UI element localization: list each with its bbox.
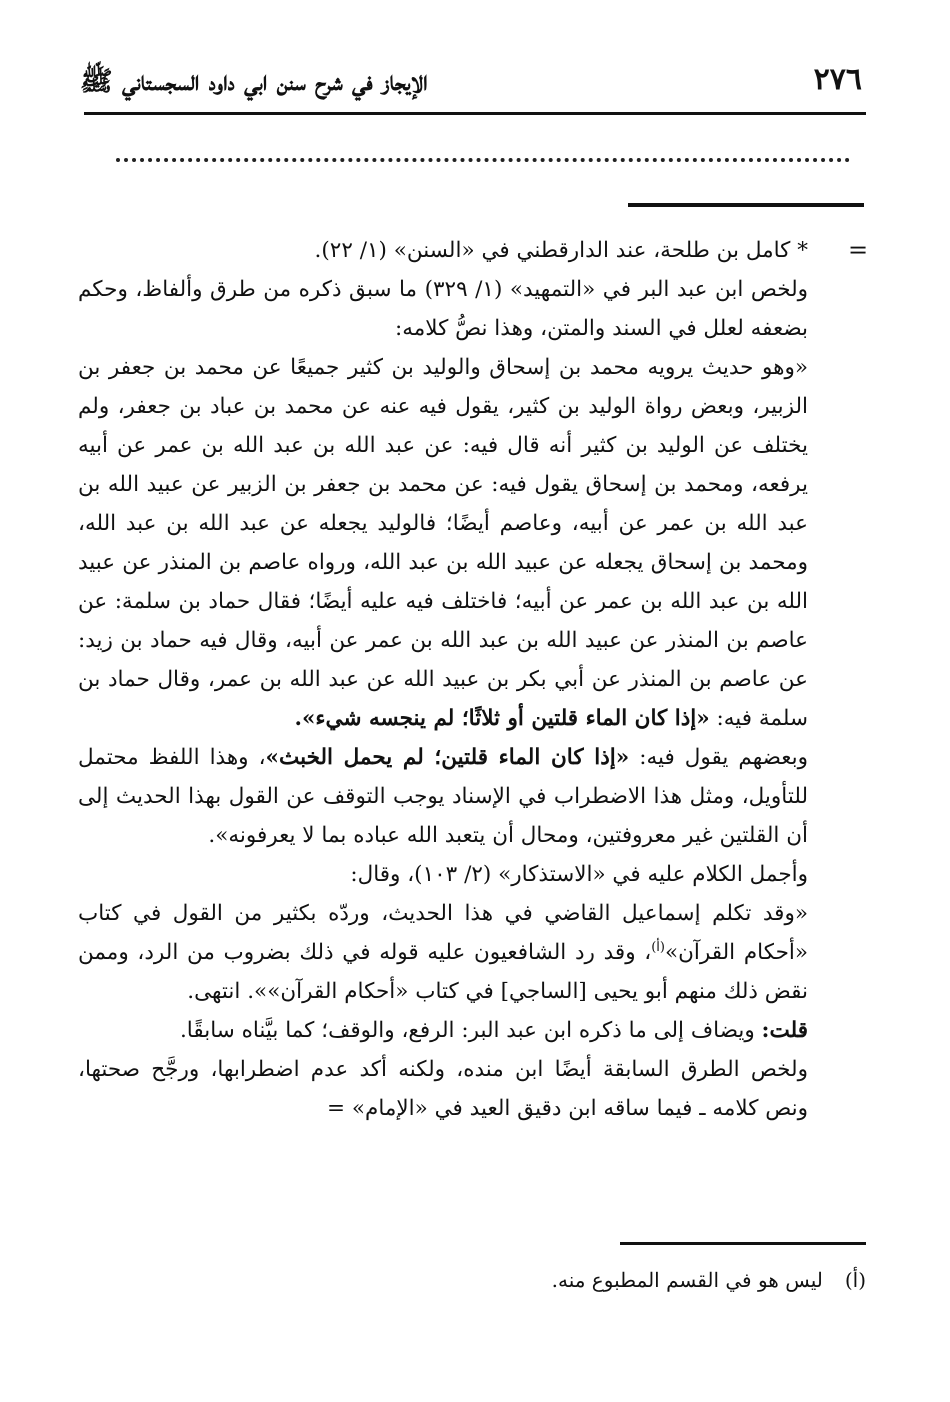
paragraph-6-start: «وقد تكلم إسماعيل القاضي في هذا الحديث، وردّه بكثير من القول في كتاب «أحكام القرآن» <box>78 901 808 965</box>
section-rule <box>628 203 864 207</box>
header-rule <box>84 112 866 115</box>
continuation-mark: = <box>848 236 869 264</box>
hadith-variant: «إذا كان الماء قلتين؛ لم يحمل الخبث» <box>265 745 630 770</box>
paragraph-8: ولخص الطرق السابقة أيضًا ابن منده، ولكنه أكد عدم اضطرابها، ورجَّح صحتها، ونص كلامه ـ فيما ساقه ابن دقيق العيد في «الإمام» = <box>78 1057 808 1121</box>
qultu-label: قلت: <box>761 1018 808 1043</box>
footnote <box>552 1268 866 1292</box>
body-text <box>78 231 808 1128</box>
paragraph-7-text: ويضاف إلى ما ذكره ابن عبد البر: الرفع، والوقف؛ كما بيَّناه سابقًا. <box>179 1018 762 1043</box>
paragraph-4 <box>78 738 808 855</box>
paragraph-4-rest: ، وهذا اللفظ محتمل للتأويل، ومثل هذا الاضطراب في الإسناد يوجب التوقف عن القول بهذا الحديث إلى أن القلتين غير معروفتين، ومحال أن يتعبد الله عباده بما لا يعرفونه». <box>78 745 808 848</box>
paragraph-2: ولخص ابن عبد البر في «التمهيد» (١/ ٣٢٩) ما سبق ذكره من طرق وألفاظ، وحكم بضعفه لعلل في السند والمتن، وهذا نصُّ كلامه: <box>78 277 809 341</box>
paragraph-4-intro: وبعضهم يقول فيه: <box>629 745 808 770</box>
quote-text: «وهو حديث يرويه محمد بن إسحاق والوليد بن كثير جميعًا عن محمد بن جعفر بن الزبير، وبعض رواة الوليد بن كثير، يقول فيه عنه عن محمد بن عباد بن جعفر، ولم يختلف عن الوليد بن كثير أنه قال فيه: عن عبد الله بن عبد الله بن عمر عن أبيه يرفعه، ومحمد بن إسحاق يقول فيه: عن محمد بن جعفر بن الزبير عن عبيد الله بن عبد الله بن عمر عن أبيه، وعاصم أيضًا؛ فالوليد يجعله عن عبد الله بن عبد الله، ومحمد بن إسحاق يجعله عن عبيد الله بن عبد الله، ورواه عاصم بن المنذر عن عبيد الله بن عبد الله بن عمر عن أبيه؛ فاختلف فيه عليه أيضًا؛ فقال حماد بن سلمة: عن عاصم بن المنذر عن عبيد الله بن عبد الله بن عمر عن أبيه، وقال فيه حماد بن زيد: عن عاصم بن المنذر عن أبي بكر بن عبيد الله عن عبد الله بن عمر، وقال حماد بن سلمة فيه: <box>78 355 808 731</box>
paragraph-3 <box>78 348 808 738</box>
footnote-text: ليس هو في القسم المطبوع منه. <box>551 1268 823 1292</box>
footnote-rule <box>620 1242 866 1245</box>
footnote-marker: (أ) <box>844 1268 866 1292</box>
page-number: ٢٧٦ <box>813 62 862 97</box>
paragraph-7 <box>78 1011 808 1050</box>
dotted-separator <box>116 158 850 162</box>
paragraph-5: وأجمل الكلام عليه في «الاستذكار» (٢/ ١٠٣)، وقال: <box>350 862 808 887</box>
paragraph-6-rest: ، وقد رد الشافعيون عليه قوله في ذلك بضروب من الرد، وممن نقض ذلك منهم أبو يحيى [الساجي] في كتاب «أحكام القرآن»». انتهى. <box>78 940 808 1004</box>
paragraph-1: * كامل بن طلحة، عند الدارقطني في «السنن» (١/ ٢٢). <box>314 238 808 263</box>
footnote-reference: (أ) <box>651 939 665 955</box>
hadith-text: «إذا كان الماء قلتين أو ثلاثًا؛ لم ينجسه شيء». <box>294 706 710 731</box>
paragraph-6 <box>78 894 808 1011</box>
running-title: الإيجاز في شرح سنن ابي داود السجستاني ﷺ <box>80 66 428 97</box>
